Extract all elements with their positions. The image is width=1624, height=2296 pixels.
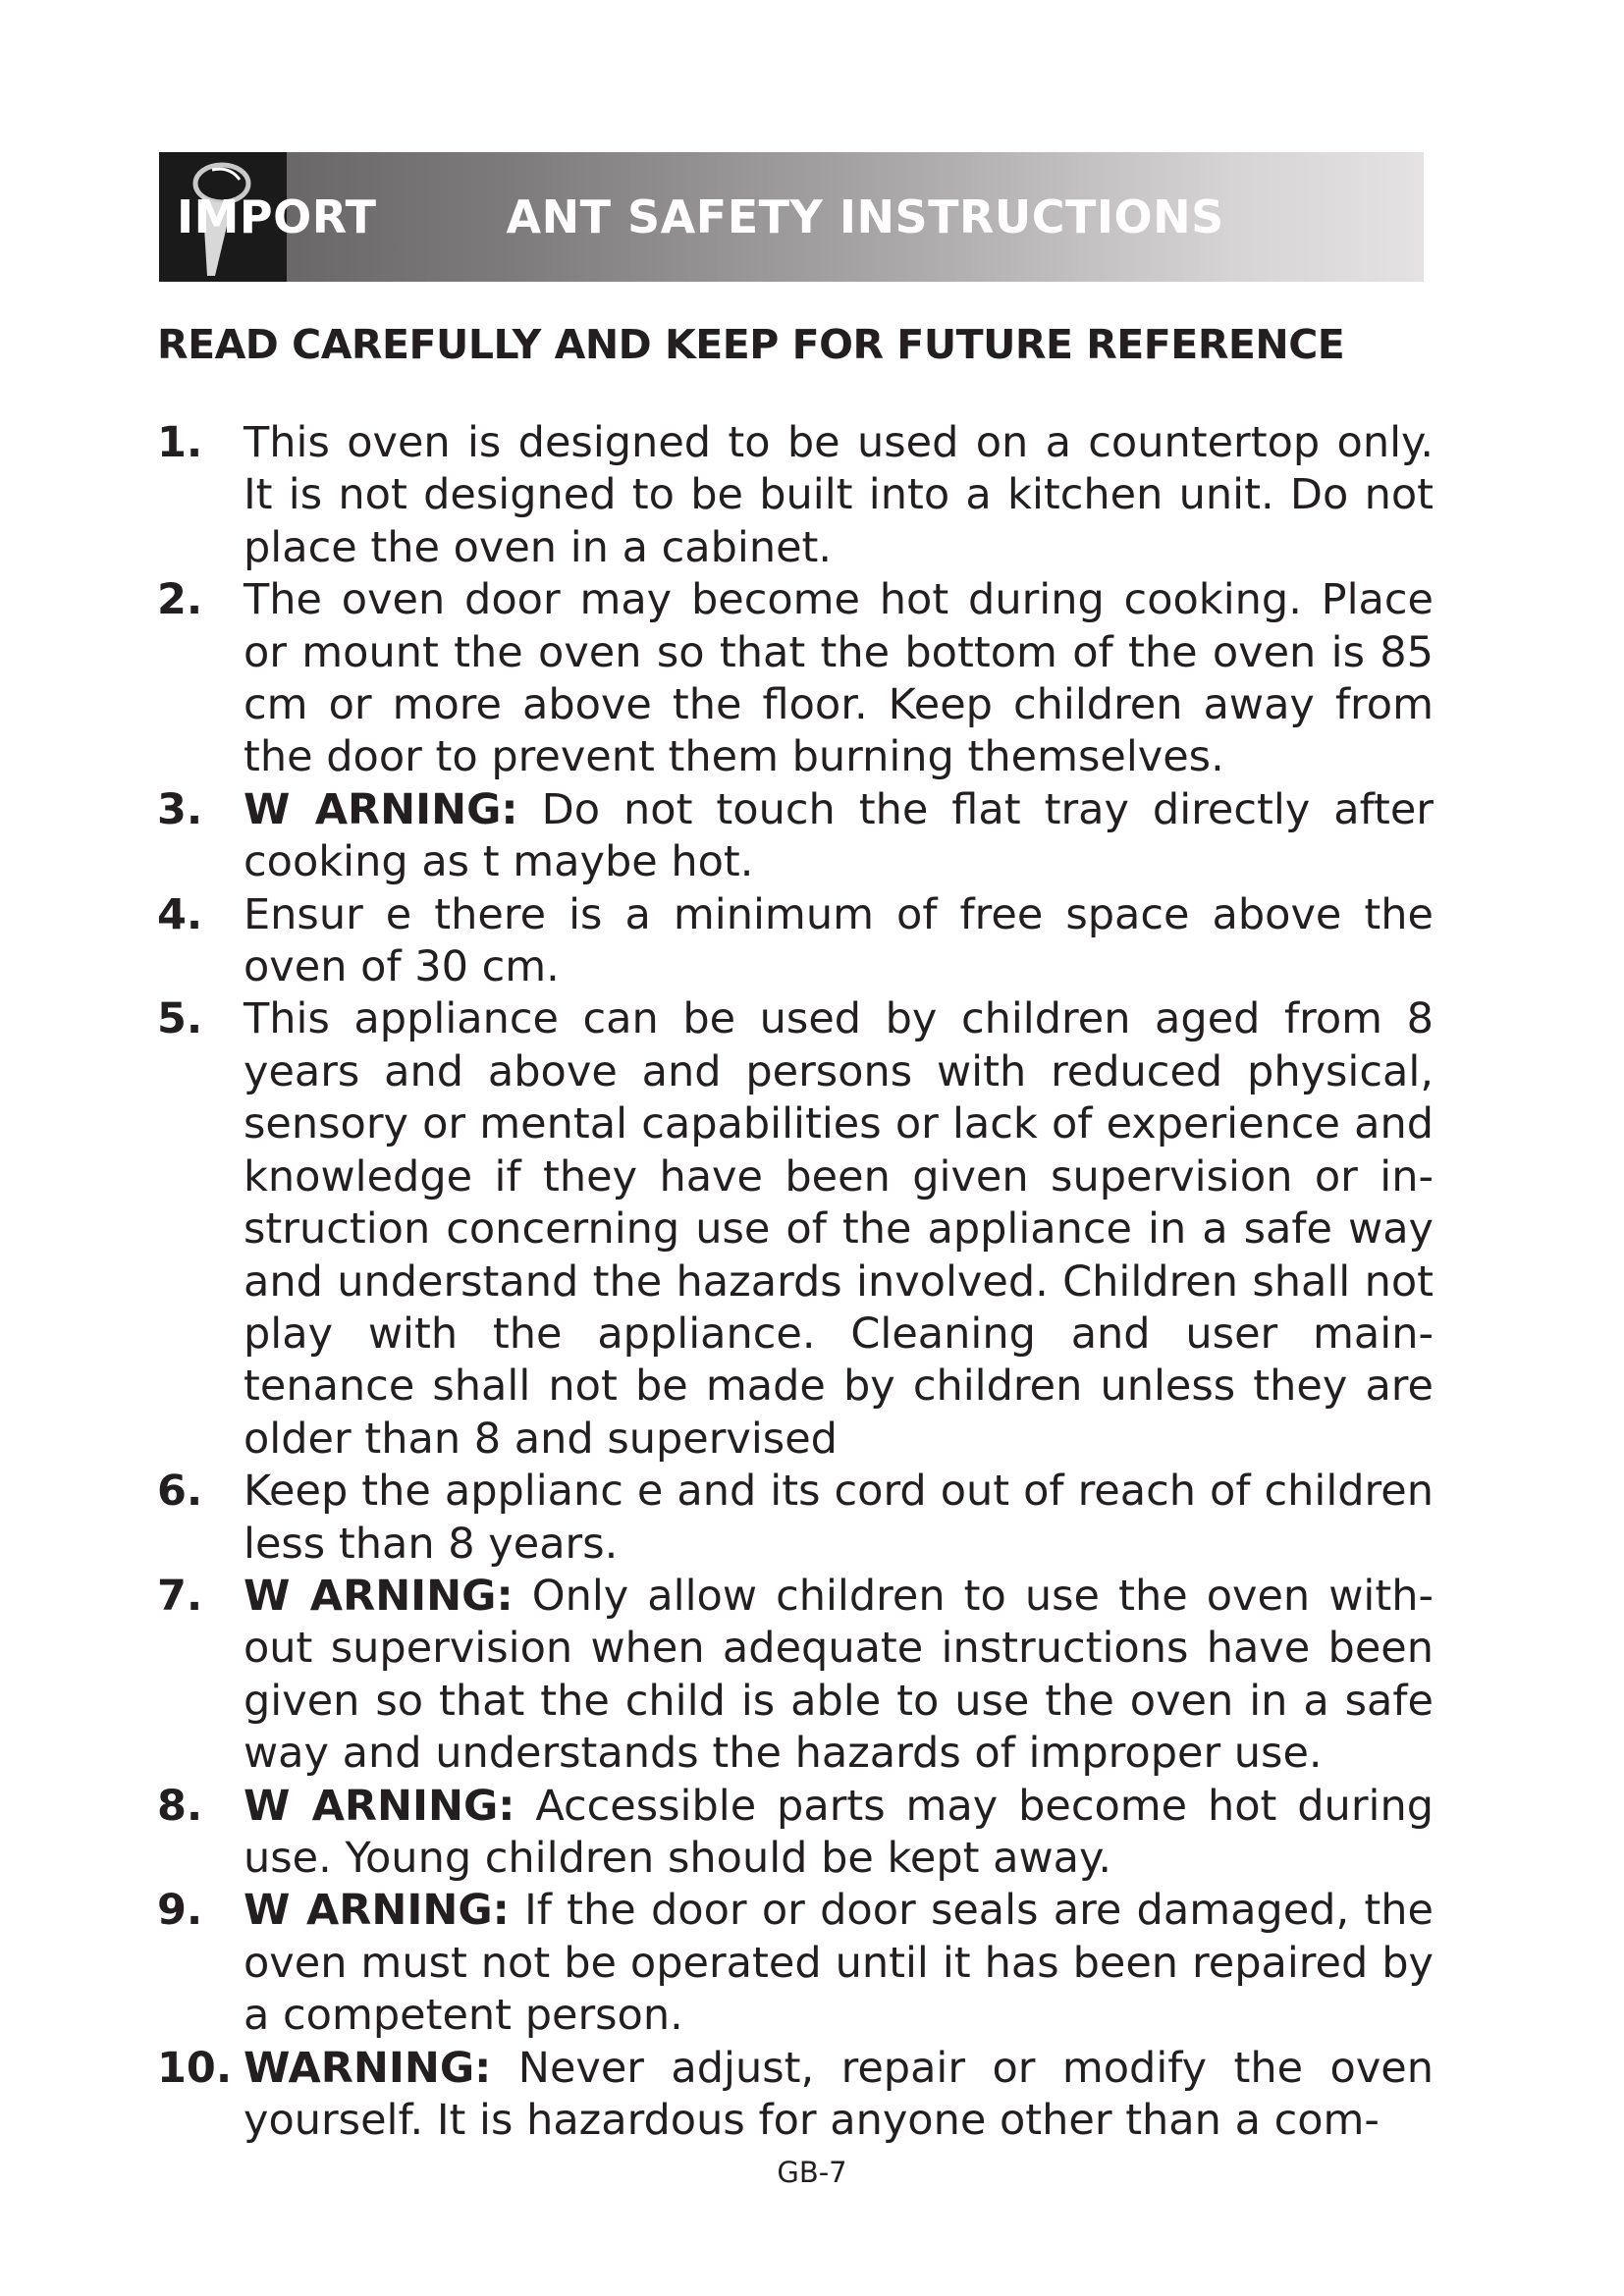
item-number: 2. [157,575,203,625]
instruction-item-3 [157,784,1434,889]
item-number: 1. [157,418,203,467]
instruction-item-2 [157,574,1434,784]
instruction-item-4 [157,889,1434,994]
safety-instructions-list [157,417,1434,2147]
instruction-item-6 [157,1466,1434,1571]
item-text: This oven is designed to be used on a countertop only. It is not designed to be built into a kitchen unit. Do not place the oven in a cabinet. [244,418,1434,572]
warning-label: W ARNING: [244,784,518,834]
item-number: 6. [157,1467,203,1517]
item-text: Keep the applianc e and its cord out of reach of children less than 8 years. [244,1467,1434,1569]
item-text: Never adjust, repair or modify the oven yourself. It is hazardous for anyone other than a com- [244,2043,1434,2145]
instruction-item-10 [157,2043,1434,2148]
instruction-item-9 [157,1885,1434,2042]
instruction-item-5 [157,993,1434,1466]
warning-label: WARNING: [244,2043,492,2093]
warning-label: W ARNING: [244,1781,515,1831]
instruction-item-7 [157,1571,1434,1781]
item-text: Only allow children to use the oven with-out supervision when adequate instructions have been given so that the child is able to use the oven in a safe way and understands the hazards of improper use. [244,1571,1434,1779]
warning-label: W ARNING: [244,1886,510,1936]
item-number: 4. [157,889,203,939]
item-number: 9. [157,1886,203,1936]
section-title: IMPORT ANT SAFETY INSTRUCTIONS [177,190,1224,243]
instruction-item-1 [157,417,1434,574]
item-text: The oven door may become hot during cooking. Place or mount the oven so that the bottom of the oven is 85 cm or more above the floor. Keep children away from the door to prevent them burning themselves. [244,575,1434,782]
item-number: 10. [157,2043,233,2093]
item-text: Accessible parts may become hot during use. Young children should be kept away. [244,1781,1434,1883]
read-carefully-heading: READ CAREFULLY AND KEEP FOR FUTURE REFERENCE [157,321,1345,368]
item-text: Ensur e there is a minimum of free space above the oven of 30 cm. [244,889,1434,992]
item-text: This appliance can be used by children aged from 8 years and above and persons with reduced physical, sensory or mental capabilities or lack of experience and knowledge if they have been given supervision or in-struction concerning use of the appliance in a safe way and understand the hazards involved. Children shall not play with the appliance. Cleaning and user main-tenance shall not be made by children unless they are older than 8 and supervised [244,994,1434,1464]
item-text: Do not touch the flat tray directly after cooking as t maybe hot. [244,784,1434,887]
instruction-item-8 [157,1781,1434,1886]
item-number: 8. [157,1781,203,1831]
item-text: If the door or door seals are damaged, the oven must not be operated until it has been repaired by a competent person. [244,1886,1434,2041]
section-banner [159,152,1424,282]
item-number: 7. [157,1571,203,1621]
warning-label: W ARNING: [244,1571,514,1621]
item-number: 3. [157,784,203,834]
item-number: 5. [157,994,203,1044]
page-number: GB-7 [777,2156,847,2189]
